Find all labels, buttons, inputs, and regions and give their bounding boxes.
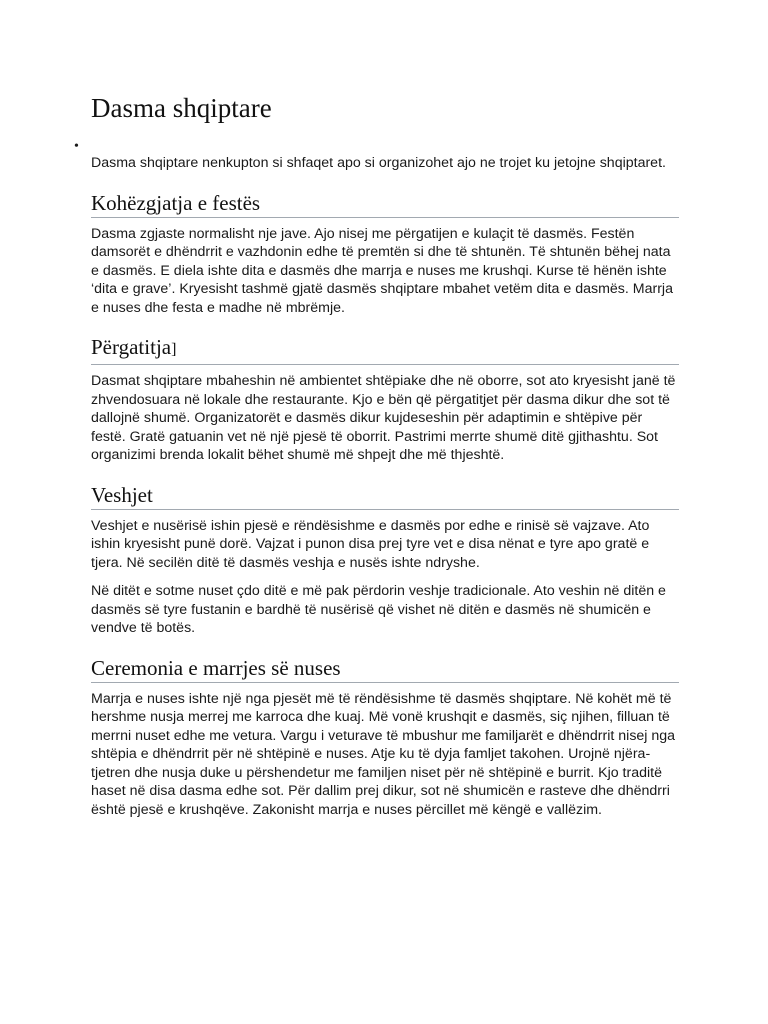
section-paragraph: Marrja e nuses ishte një nga pjesët më të rëndësishme të dasmës shqiptare. Në kohët më të hershme nusja merrej me karroca dhe kuaj. Më vonë krushqit e dasmës, siç njihen, filluan të merrni nuset edhe me vetura. Vargu i veturave të mbushur me familjarët e dhëndrrit nisej nga shtëpia e dhëndrrit për në shtëpinë e nuses. Atje ku të dyja famljet takohen. Urojnë njëra-tjetren dhe nusja duke u përshendetur me familjen niset për në shtëpinë e burrit. Kjo traditë haset në disa dasma edhe sot. Për dallim prej dikur, sot në shumicën e rasteve dhe dhëndrri është pjesë e krushqëve. Zakonisht marrja e nuses përcillet më këngë e vallëzim. <box>91 690 676 818</box>
intro-paragraph: Dasma shqiptare nenkupton si shfaqet apo si organizohet ajo ne trojet ku jetojne shqiptaret. <box>91 155 666 171</box>
page-title: Dasma shqiptare <box>91 93 272 123</box>
section-paragraph: Veshjet e nusërisë ishin pjesë e rëndësishme e dasmës por edhe e rinisë së vajzave. Ato ishin kryesisht punë dorë. Vajzat i punon disa prej tyre vet e disa nënat e tyre apo gratë e tjera. Në secilën ditë të dasmës veshja e nusës ishte ndryshe. <box>91 517 650 571</box>
bullet-icon: • <box>74 139 79 154</box>
section-paragraph: Dasmat shqiptare mbaheshin në ambientet shtëpiake dhe në oborre, sot ato kryesisht janë të zhvendosuara në lokale dhe restaurante. Kjo e bën që përgatitjet për dasma dikur dhe sot të dallojnë shumë. Organizatorët e dasmës dikur kujdeseshin për adaptimin e shtëpive për festë. Gratë gatuanin vet në një pjesë të oborrit. Pastrimi merrte shumë ditë gjithashtu. Sot organizimi brenda lokalit bëhet shumë më shpejt dhe më thjeshtë. <box>91 373 676 463</box>
section-heading-text: Kohëzgjatja e festës <box>91 190 261 215</box>
section-heading-pergatitja <box>91 334 679 365</box>
section-heading-kohezgjatja <box>91 190 679 218</box>
heading-bracket-suffix: ] <box>171 341 177 358</box>
section-paragraph: Në ditët e sotme nuset çdo ditë e më pak përdorin veshje tradicionale. Ato veshin në ditën e dasmës së tyre fustanin e bardhë të nusërisë që vishet në ditën e dasmës në shumicën e vendve të botës. <box>91 583 666 636</box>
section-heading-ceremonia <box>91 655 679 683</box>
section-heading-text: Përgatitja <box>91 335 172 359</box>
section-heading-text: Ceremonia e marrjes së nuses <box>91 655 341 680</box>
section-heading-veshjet <box>91 482 679 510</box>
document-page <box>74 90 679 819</box>
section-heading-text: Veshjet <box>91 482 153 507</box>
bullet-row <box>74 139 679 154</box>
section-paragraph: Dasma zgjaste normalisht nje jave. Ajo nisej me përgatijen e kulaçit të dasmës. Festën damsorët e dhëndrrit e vazhdonin edhe të premtën si dhe të shtunën. Të shtunën bëhej nata e dasmës. E diela ishte dita e dasmës dhe marrja e nuses me krushqi. Kurse të hënën ishte ‘dita e grave’. Kryesisht tashmë gjatë dasmës shqiptare mbahet vetëm dita e dasmës. Marrja e nuses dhe festa e madhe në mbrëmje. <box>91 225 673 316</box>
